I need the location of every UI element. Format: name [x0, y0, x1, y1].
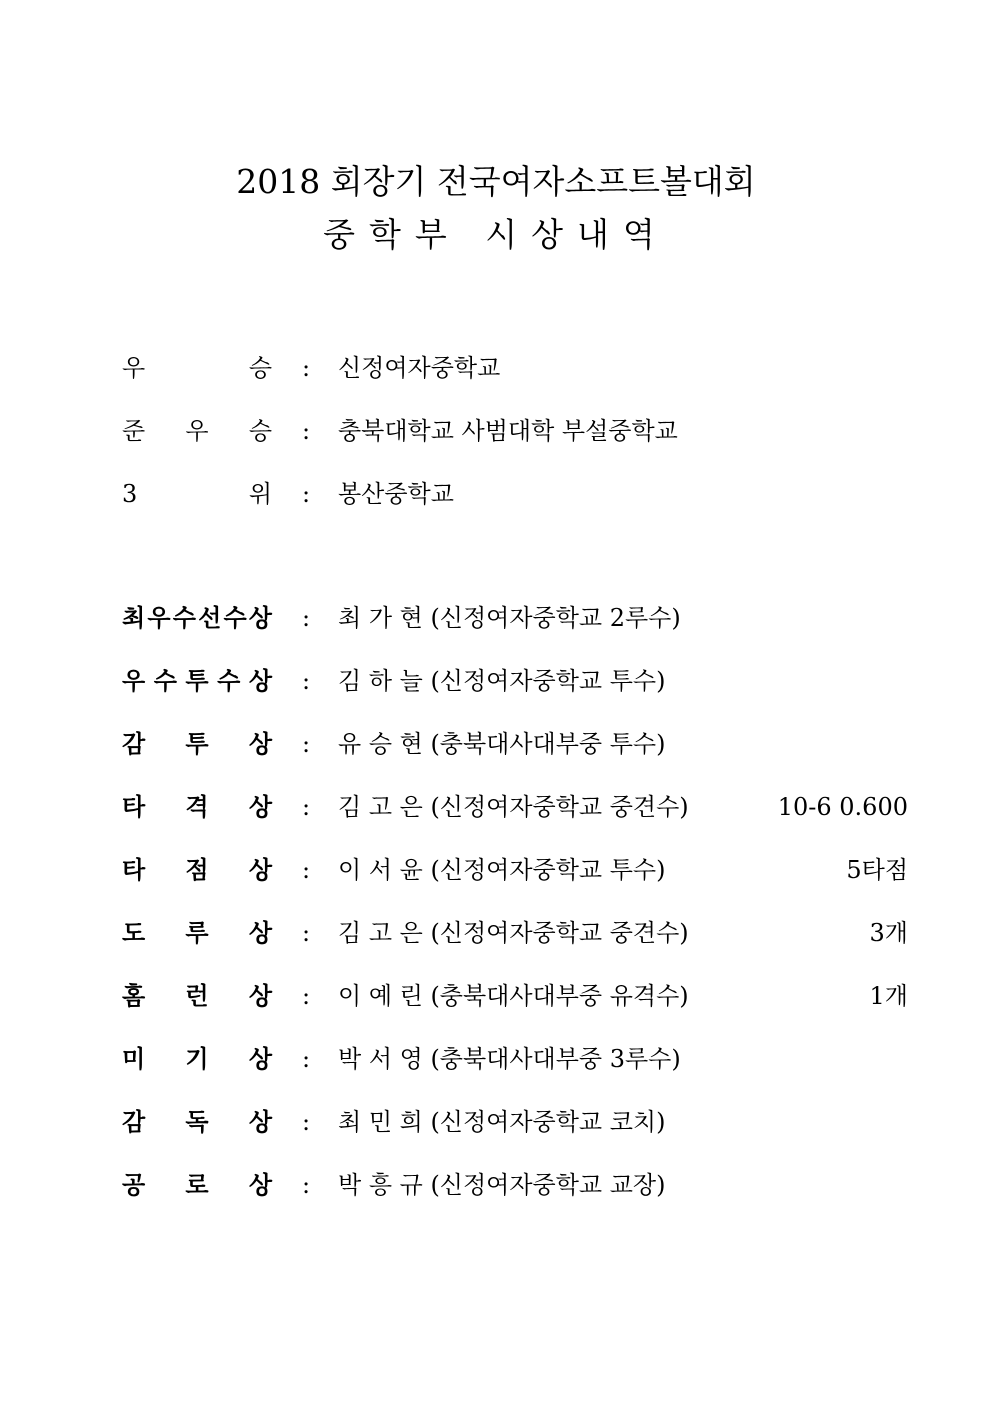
award-value: 최 민 희 (신정여자중학교 코치) [338, 1108, 666, 1136]
award-stat: 5타점 [846, 856, 908, 884]
separator: : [302, 982, 311, 1010]
separator: : [302, 417, 311, 445]
award-label: 타 격 상 [122, 792, 272, 821]
separator: : [302, 354, 311, 382]
award-value: 박 서 영 (충북대사대부중 3루수) [338, 1045, 681, 1073]
award-label: 우 수 투 수 상 [122, 666, 272, 695]
award-value: 최 가 현 (신정여자중학교 2루수) [338, 604, 681, 632]
award-value: 박 흥 규 (신정여자중학교 교장) [338, 1171, 666, 1199]
award-row-home-run [0, 976, 992, 1016]
result-label: 우 승 [122, 354, 272, 382]
separator: : [302, 1045, 311, 1073]
award-value: 이 서 윤 (신정여자중학교 투수) [338, 856, 666, 884]
award-value: 유 승 현 (충북대사대부중 투수) [338, 730, 666, 758]
award-label: 감 독 상 [122, 1107, 272, 1136]
award-row-fighting-spirit [0, 724, 992, 764]
award-value: 김 고 은 (신정여자중학교 중견수) [338, 919, 689, 947]
award-row-stolen-base [0, 913, 992, 953]
award-row-skill [0, 1039, 992, 1079]
page-title: 2018 회장기 전국여자소프트볼대회 [236, 162, 756, 201]
separator: : [302, 856, 311, 884]
result-row-runner-up [0, 411, 992, 451]
award-label: 타 점 상 [122, 855, 272, 884]
award-label: 도 루 상 [122, 918, 272, 947]
award-value: 이 예 린 (충북대사대부중 유격수) [338, 982, 689, 1010]
award-row-best-pitcher [0, 661, 992, 701]
result-label: 3 위 [122, 480, 272, 508]
award-value: 김 하 늘 (신정여자중학교 투수) [338, 667, 666, 695]
award-row-batting [0, 787, 992, 827]
separator: : [302, 604, 311, 632]
award-row-rbi [0, 850, 992, 890]
separator: : [302, 793, 311, 821]
result-row-winner [0, 348, 992, 388]
award-stat: 3개 [869, 919, 908, 947]
result-value: 봉산중학교 [338, 480, 454, 508]
award-row-coach [0, 1102, 992, 1142]
separator: : [302, 730, 311, 758]
award-stat: 10-6 0.600 [777, 793, 908, 821]
award-label: 감 투 상 [122, 729, 272, 758]
result-row-third [0, 474, 992, 514]
separator: : [302, 919, 311, 947]
separator: : [302, 667, 311, 695]
separator: : [302, 480, 311, 508]
page-subtitle: 중학부 시상내역 [323, 215, 669, 254]
award-label: 최 우 수 선 수 상 [122, 603, 272, 632]
result-value: 신정여자중학교 [338, 354, 501, 382]
award-row-mvp [0, 598, 992, 638]
award-label: 공 로 상 [122, 1170, 272, 1199]
separator: : [302, 1171, 311, 1199]
award-label: 미 기 상 [122, 1044, 272, 1073]
award-value: 김 고 은 (신정여자중학교 중견수) [338, 793, 689, 821]
result-label: 준 우 승 [122, 417, 272, 445]
award-row-merit [0, 1165, 992, 1205]
award-label: 홈 런 상 [122, 981, 272, 1010]
result-value: 충북대학교 사범대학 부설중학교 [338, 417, 678, 445]
award-stat: 1개 [869, 982, 908, 1010]
separator: : [302, 1108, 311, 1136]
